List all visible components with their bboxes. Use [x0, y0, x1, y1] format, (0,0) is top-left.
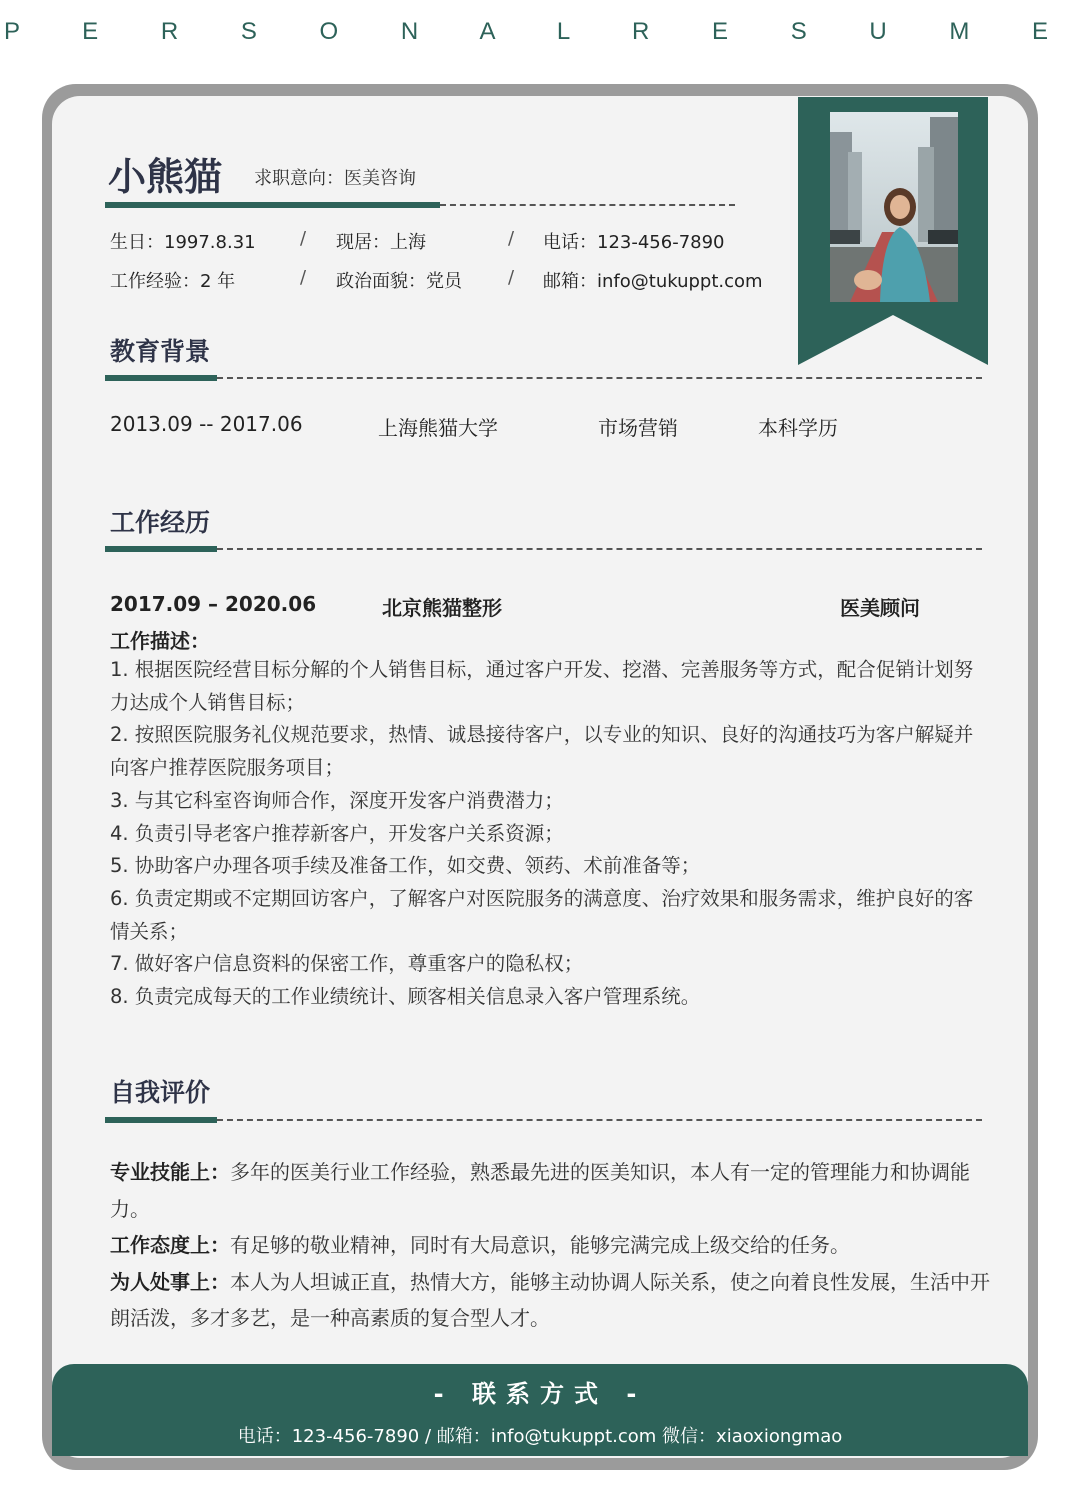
- candidate-name: 小熊猫: [108, 155, 223, 199]
- work-heading: 工作经历: [110, 508, 211, 537]
- list-item: 1. 根据医院经营目标分解的个人销售目标，通过客户开发、挖潜、完善服务等方式，配合促销计划努力达成个人销售目标；: [110, 658, 974, 714]
- residence-text: 现居：上海: [336, 232, 426, 253]
- education-period: 2013.09 -- 2017.06: [110, 412, 303, 436]
- self-eval-heading: 自我评价: [110, 1078, 211, 1107]
- experience-text: 工作经验：2 年: [110, 271, 236, 292]
- list-item: 6. 负责定期或不定期回访客户，了解客户对医院服务的满意度、治疗效果和服务需求，维护良好的客情关系；: [110, 886, 974, 943]
- work-desc-label: 工作描述：: [110, 629, 210, 653]
- birthday-text: 生日：1997.8.31: [110, 232, 256, 253]
- work-period: 2017.09 – 2020.06: [110, 592, 317, 616]
- list-item: 3. 与其它科室咨询师合作，深度开发客户消费潜力；: [110, 788, 564, 812]
- email-text: 邮箱：info@tukuppt.com: [543, 271, 763, 292]
- profile-photo: [830, 112, 958, 302]
- work-dashed-line: [217, 548, 982, 550]
- self-eval-label: 工作态度上：: [110, 1233, 230, 1257]
- phone-text: 电话：123-456-7890: [543, 232, 725, 253]
- separator: /: [300, 228, 307, 249]
- name-dashed-line: [440, 204, 735, 206]
- work-position: 医美顾问: [840, 596, 920, 620]
- work-desc-list: [110, 654, 980, 1014]
- separator: /: [508, 267, 515, 288]
- separator: /: [508, 228, 515, 249]
- separator: /: [300, 267, 307, 288]
- name-underline-bar: [105, 202, 440, 208]
- list-item: [110, 1264, 995, 1337]
- education-underline-bar: [105, 375, 217, 381]
- list-item: 5. 协助客户办理各项手续及准备工作，如交费、领药、术前准备等；: [110, 854, 701, 878]
- contact-title: - 联系方式 -: [433, 1380, 647, 1408]
- list-item: [110, 1227, 995, 1264]
- self-eval-underline-bar: [105, 1117, 217, 1123]
- contact-details: 电话：123-456-7890 / 邮箱：info@tukuppt.com 微信：xiaoxiongmao: [237, 1426, 843, 1447]
- page-title: P E R S O N A L R E S U M E: [3, 18, 1077, 45]
- self-eval-label: 专业技能上：: [110, 1160, 230, 1184]
- work-company: 北京熊猫整形: [382, 596, 502, 620]
- education-major: 市场营销: [598, 416, 678, 440]
- self-eval-list: [110, 1154, 995, 1337]
- list-item: 8. 负责完成每天的工作业绩统计、顾客相关信息录入客户管理系统。: [110, 985, 701, 1009]
- list-item: 7. 做好客户信息资料的保密工作，尊重客户的隐私权；: [110, 952, 584, 976]
- self-eval-text: 多年的医美行业工作经验，熟悉最先进的医美知识，本人有一定的管理能力和协调能力。: [110, 1160, 970, 1221]
- education-dashed-line: [217, 377, 982, 379]
- education-heading: 教育背景: [110, 337, 211, 366]
- list-item: 4. 负责引导老客户推荐新客户，开发客户关系资源；: [110, 821, 564, 845]
- list-item: [110, 1154, 995, 1227]
- self-eval-text: 有足够的敬业精神，同时有大局意识，能够完满完成上级交给的任务。: [230, 1233, 850, 1257]
- job-intent: 求职意向：医美咨询: [254, 168, 416, 189]
- self-eval-dashed-line: [217, 1119, 982, 1121]
- education-school: 上海熊猫大学: [378, 416, 498, 440]
- education-degree: 本科学历: [758, 416, 838, 440]
- contact-footer: [52, 1364, 1028, 1456]
- self-eval-text: 本人为人坦诚正直，热情大方，能够主动协调人际关系，使之向着良性发展，生活中开朗活泼，多才多艺，是一种高素质的复合型人才。: [110, 1269, 990, 1330]
- politics-text: 政治面貌：党员: [336, 271, 462, 292]
- work-underline-bar: [105, 546, 217, 552]
- self-eval-label: 为人处事上：: [110, 1269, 230, 1294]
- list-item: 2. 按照医院服务礼仪规范要求，热情、诚恳接待客户，以专业的知识、良好的沟通技巧为客户解疑并向客户推荐医院服务项目；: [110, 723, 974, 780]
